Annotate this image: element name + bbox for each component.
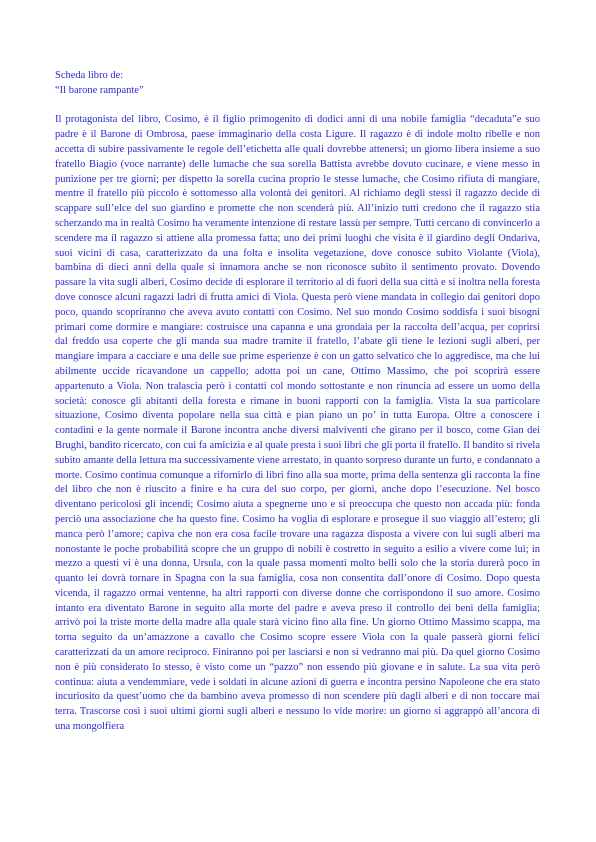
book-summary-paragraph: Il protagonista del libro, Cosimo, è il figlio primogenito di dodici anni di una nobile famiglia “decaduta”e suo padre è il Barone di Ombrosa, paese immaginario della costa Ligure. Il ragazzo è di indole molto ribelle e non accetta di subire passivamente le regole dell’etichetta alle quali dovrebbe attenersi; un giorno libera insieme a suo fratello Biagio (voce narrante) delle lumache che sua sorella Battista avrebbe dovuto cucinare, e viene messo in punizione per tre giorni; per dispetto la sorella cucina proprio le stesse lumache, che Cosimo rifiuta di mangiare, mentre il fratello più piccolo è sottomesso alla volontà dei genitori. Al richiamo degli stessi il ragazzo decide di scappare sull’elce del suo giardino e promette che non scenderà più. All’inizio tutti credono che il ragazzo stia scherzando ma in realtà Cosimo ha veramente intenzione di restare lassù per sempre. Tutti cercano di convincerlo a scendere ma il ragazzo si attiene alla promessa fatta; uno dei primi luoghi che visita è il giardino degli Ondariva, suoi vicini di casa, caratterizzato da una folta e insolita vegetazione, dove conosce subito Violante (Viola), bambina di dieci anni della quale si innamora anche se non riconosce subito il sentimento provato. Dovendo passare la vita sugli alberi, Cosimo decide di esplorare il territorio al di fuori della sua città e si inoltra nella foresta dove conosce alcuni ragazzi ladri di frutta amici di Viola. Questa però viene mandata in collegio dai genitori dopo poco, quando scopriranno che aveva avuto contatti con Cosimo. Nel suo mondo Cosimo soddisfa i suoi bisogni primari come dormire e mangiare: costruisce una capanna e una grondaia per la raccolta dell’acqua, per coprirsi dal freddo usa coperte che gli manda sua madre tramite il fratello, l’abate gli tiene le lezioni sugli alberi, per mangiare impara a cacciare e una delle sue prime esperienze è con un gatto selvatico che lo aggredisce, ma che lui abilmente uccide ricavandone un cappello; adotta poi un cane, Ottimo Massimo, che poi scoprirà essere appartenuto a Viola. Non tralascia però i contatti col mondo sottostante e non rinuncia ad essere un uomo della società: conosce gli abitanti della foresta e rimane in buoni rapporti con la famiglia. Vista la sua particolare situazione, Cosimo diventa popolare nella sua città e pian piano un po’ in tutta Europa. Oltre a conoscere i contadini e la gente normale il Barone incontra anche diversi malviventi che girano per il bosco, come Gian dei Brughi, bandito ricercato, con cui fa amicizia e al quale presta i suoi libri che gli porta il fratello. Il bandito si rivela subito amante della lettura ma successivamente viene arrestato, in quanto sorpreso durante un furto, e condannato a morte. Cosimo continua comunque a rifornirlo di libri fino alla sua morte, prima della sentenza gli racconta la fine del libro che non è riuscito a finire e ha cura del suo corpo, per giorni, anche dopo l’esecuzione. Nel bosco diventano pericolosi gli incendi; Cosimo aiuta a spegnerne uno e si preoccupa che questo non accada più: fonda perciò una associazione che ha questo fine. Cosimo ha voglia di esplorare e prosegue il suo viaggio all’estero; gli manca però l’amore; capiva che non era cosa facile trovare una ragazza disposta a vivere con lui sugli alberi ma nonostante le poche probabilità scopre che un gruppo di nobili è costretto in seguito a esilio a vivere come lui; in mezzo a questi vi è una donna, Ursula, con la quale passa momenti molto belli solo che la storia durerà poco in quanto lei dovrà tornare in Spagna con la sua famiglia, cosa non consentita dall’onore di Cosimo. Dopo questa vicenda, il ragazzo ormai ventenne, ha altri rapporti con diverse donne che corrispondono il suo amore. Cosimo intanto era diventato Barone in seguito alla morte del padre e aveva preso il controllo dei beni della famiglia; arrivò poi la triste morte della madre alla quale starà vicino fino alla fine. Un giorno Ottimo Massimo scappa, ma torna seguito da un’amazzone a cavallo che Cosimo scopre essere Viola con la quale passerà giorni felici caratterizzati da un amore reciproco. Finiranno poi per lasciarsi e non si vedranno mai più. Da quel giorno Cosimo non è più considerato lo stesso, è visto come un “pazzo” non essendo più giovane e in salute. La sua vita però continua: aiuta a vendemmiare, vede i soldati in alcune azioni di guerra e incontra persino Napoleone che era stato incuriosito da quest’uomo che da bambino aveva promesso di non scendere più dagli alberi e di non toccare mai terra. Trascorse così i suoi ultimi giorni sugli alberi e nessuno lo vide morire: un giorno si aggrappò all’ancora di una mongolfiera (55, 114, 540, 733)
paragraph-spacer (55, 99, 540, 114)
document-title: “Il barone rampante” (55, 84, 144, 96)
document-heading-line1: Scheda libro de: (55, 70, 124, 81)
document-page (55, 69, 540, 735)
